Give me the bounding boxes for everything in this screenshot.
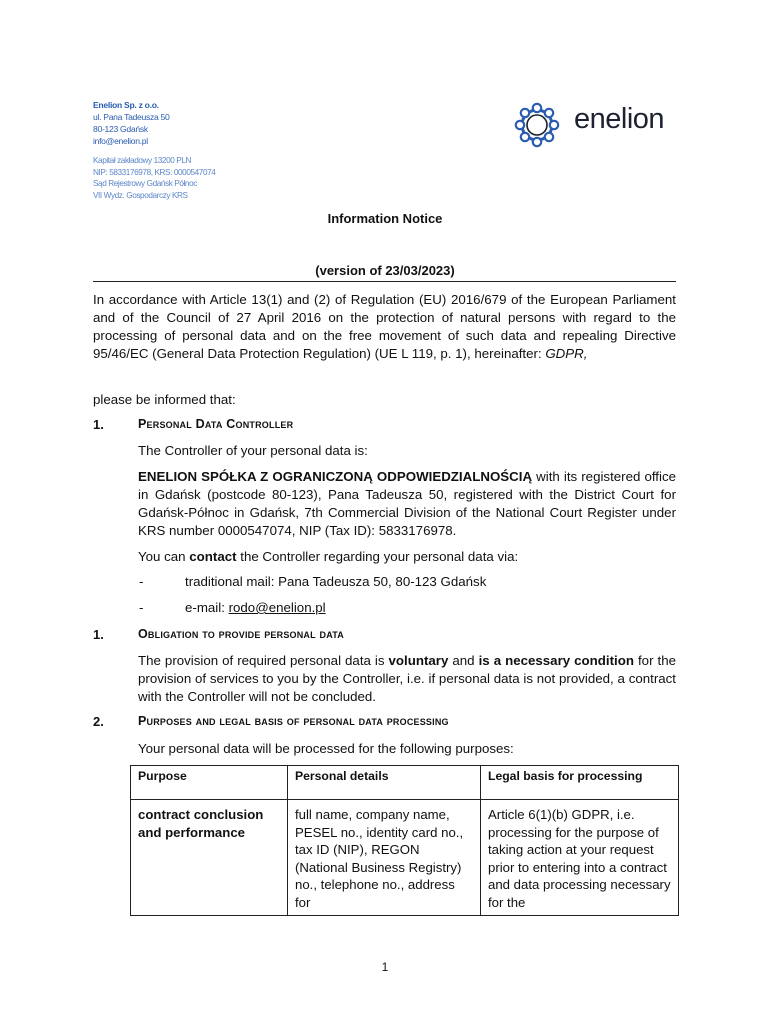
company-legal-block xyxy=(93,155,215,201)
section-1-heading: Personal Data Controller xyxy=(138,417,294,431)
intro-text: In accordance with Article 13(1) and (2) of Regulation (EU) 2016/679 of the European Parliament and of the Council of 27 April 2016 on the protection of natural persons with regard to the processing of personal data and on the free movement of such data and repealing Directive 95/46/EC (General Data Protection Regulation) (UE L 119, p. 1), hereinafter: xyxy=(93,292,676,361)
email-link[interactable]: rodo@enelion.pl xyxy=(228,600,326,615)
purposes-intro: Your personal data will be processed for the following purposes: xyxy=(138,741,514,756)
enelion-logo xyxy=(512,101,682,149)
section-3-number: 2. xyxy=(93,714,104,729)
company-capital: Kapitał zakładowy 13200 PLN xyxy=(93,156,191,165)
obligation-b2: is a necessary condition xyxy=(478,653,634,668)
section-1-number: 1. xyxy=(93,417,104,432)
informed-line: please be informed that: xyxy=(93,392,236,407)
company-street: ul. Pana Tadeusza 50 xyxy=(93,112,170,122)
company-address-block xyxy=(93,99,170,147)
controller-name: ENELION SPÓŁKA Z OGRANICZONĄ ODPOWIEDZIALNOŚCIĄ xyxy=(138,469,533,484)
intro-gdpr: GDPR, xyxy=(545,346,588,361)
obligation-p2: and xyxy=(448,653,479,668)
contact-post: the Controller regarding your personal data via: xyxy=(236,549,519,564)
logo-wordmark: enelion xyxy=(574,103,665,135)
section-3-heading: Purposes and legal basis of personal data processing xyxy=(138,714,449,728)
table-cell-legal-basis: Article 6(1)(b) GDPR, i.e. processing for the purpose of taking action at your request prior to entering into a contract and data processing necessary for the xyxy=(481,800,679,916)
obligation-paragraph xyxy=(138,652,676,706)
company-city: 80-123 Gdańsk xyxy=(93,124,148,134)
table-header-row xyxy=(131,766,679,800)
controller-intro: The Controller of your personal data is: xyxy=(138,443,368,458)
table-header-legal-basis: Legal basis for processing xyxy=(481,766,679,800)
obligation-p1: The provision of required personal data is xyxy=(138,653,389,668)
contact-pre: You can xyxy=(138,549,190,564)
company-email: info@enelion.pl xyxy=(93,136,148,146)
table-cell-purpose: contract conclusion and performance xyxy=(131,800,288,916)
purposes-table xyxy=(130,765,679,916)
logo-ring-icon xyxy=(512,101,562,149)
obligation-p3: for the provision of services to you by the Controller, i.e. if personal data is not provided, a contract with the Controller will not be concluded. xyxy=(138,653,676,704)
email-label: e-mail: xyxy=(185,600,229,615)
company-court: Sąd Rejestrowy Gdańsk Północ xyxy=(93,179,197,189)
contact-paragraph xyxy=(138,548,676,566)
table-cell-personal-details: full name, company name, PESEL no., identity card no., tax ID (NIP), REGON (National Business Registry) no., telephone no., address for xyxy=(288,800,481,916)
company-name: Enelion Sp. z o.o. xyxy=(93,100,159,110)
table-header-purpose: Purpose xyxy=(131,766,288,800)
document-version: (version of 23/03/2023) xyxy=(315,263,455,278)
intro-paragraph xyxy=(93,291,676,363)
controller-paragraph xyxy=(138,468,676,540)
table-row xyxy=(131,800,679,916)
email-line xyxy=(185,600,326,615)
obligation-b1: voluntary xyxy=(388,653,449,668)
table-header-personal-details: Personal details xyxy=(288,766,481,800)
section-2-number: 1. xyxy=(93,627,104,642)
page-number: 1 xyxy=(381,960,389,974)
company-ids: NIP: 5833176978, KRS: 0000547074 xyxy=(93,167,216,177)
contact-bold: contact xyxy=(189,549,237,564)
title-divider xyxy=(93,281,676,282)
document-title: Information Notice xyxy=(327,211,443,226)
mail-dash: - xyxy=(139,574,144,589)
section-2-heading: Obligation to provide personal data xyxy=(138,627,344,641)
controller-details: with its registered office in Gdańsk (postcode 80-123), Pana Tadeusza 50, registered with the District Court for Gdańsk-Północ in Gdańsk, 7th Commercial Division of the National Court Register under KRS number 0000547074, NIP (Tax ID): 5833176978. xyxy=(138,469,676,538)
email-dash: - xyxy=(139,600,144,615)
mail-line: traditional mail: Pana Tadeusza 50, 80-123 Gdańsk xyxy=(185,574,487,589)
company-division: VII Wydz. Gospodarczy KRS xyxy=(93,190,188,200)
